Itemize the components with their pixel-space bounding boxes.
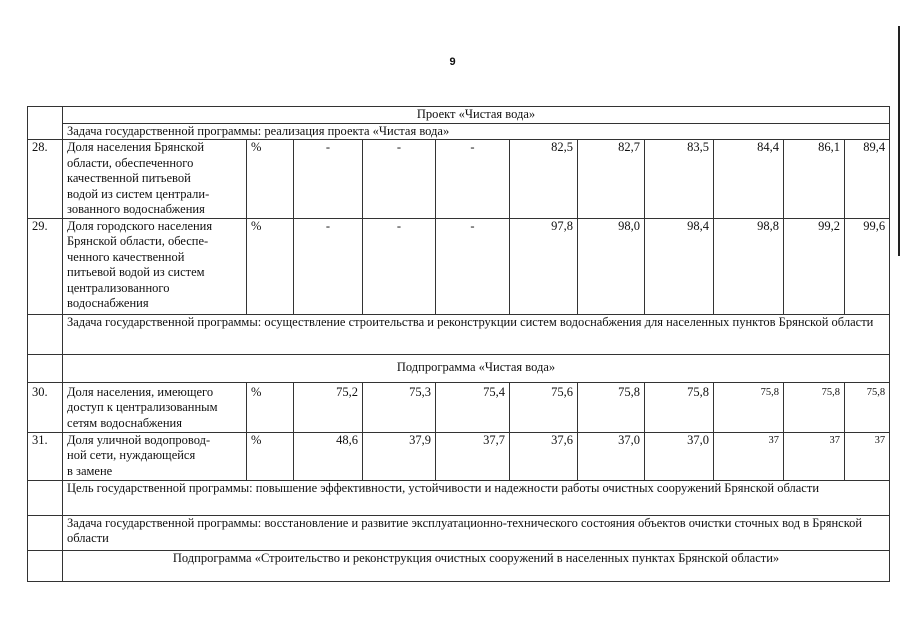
- indicator-name-line: ченного качественной: [67, 249, 185, 264]
- indicator-name: [63, 140, 247, 219]
- unit-cell: %: [247, 382, 294, 432]
- value-cell: 37,7: [436, 432, 510, 480]
- indicator-name-line: Доля уличной водопровод-: [67, 432, 211, 447]
- value-cell: 37: [845, 432, 890, 480]
- indicator-name-line: питьевой водой из систем: [67, 265, 205, 279]
- subprogram-heading: Подпрограмма «Чистая вода»: [63, 354, 890, 382]
- value-cell: 86,1: [784, 140, 845, 219]
- value-cell: 37: [714, 432, 784, 480]
- value-cell: 99,6: [845, 218, 890, 314]
- value-cell: 37,9: [363, 432, 436, 480]
- scan-edge-line: [898, 26, 900, 256]
- value-cell: 98,8: [714, 218, 784, 314]
- value-cell: 84,4: [714, 140, 784, 219]
- project-title: Проект «Чистая вода»: [63, 107, 890, 124]
- empty-number-cell: [28, 354, 63, 382]
- value-cell: 48,6: [294, 432, 363, 480]
- value-cell: 37: [784, 432, 845, 480]
- value-cell: 99,2: [784, 218, 845, 314]
- value-cell: 75,6: [510, 382, 578, 432]
- value-cell: 75,8: [714, 382, 784, 432]
- value-cell: -: [436, 218, 510, 314]
- value-cell: -: [294, 140, 363, 219]
- indicator-table: [27, 106, 890, 582]
- value-cell: 75,8: [645, 382, 714, 432]
- value-cell: 82,5: [510, 140, 578, 219]
- indicator-name-line: Брянской области, обеспе-: [67, 234, 209, 248]
- indicator-name-line: водоснабжения: [67, 296, 149, 310]
- row-number: 30.: [28, 382, 63, 432]
- subprogram-heading: Подпрограмма «Строительство и реконструкция очистных сооружений в населенных пунктах Брянской области»: [63, 550, 890, 581]
- value-cell: 98,4: [645, 218, 714, 314]
- indicator-name-line: Доля населения Брянской: [67, 140, 205, 154]
- value-cell: -: [363, 218, 436, 314]
- empty-number-cell: [28, 550, 63, 581]
- empty-number-cell: [28, 107, 63, 140]
- indicator-name-line: области, обеспеченного: [67, 155, 194, 170]
- indicator-name-line: Доля городского населения: [67, 218, 213, 233]
- empty-number-cell: [28, 480, 63, 515]
- value-cell: 75,8: [845, 382, 890, 432]
- indicator-name-line: централизованного: [67, 280, 170, 295]
- indicator-name-line: ной сети, нуждающейся: [67, 448, 196, 462]
- empty-number-cell: [28, 515, 63, 550]
- row-number: 31.: [28, 432, 63, 480]
- indicator-name-line: Доля населения, имеющего: [67, 384, 214, 399]
- value-cell: 37,6: [510, 432, 578, 480]
- value-cell: 75,4: [436, 382, 510, 432]
- indicator-name-line: качественной питьевой: [67, 171, 191, 185]
- unit-cell: %: [247, 218, 294, 314]
- indicator-name-line: сетям водоснабжения: [67, 415, 182, 430]
- unit-cell: %: [247, 432, 294, 480]
- value-cell: 97,8: [510, 218, 578, 314]
- unit-cell: %: [247, 140, 294, 219]
- indicator-name: [63, 218, 247, 314]
- value-cell: 98,0: [578, 218, 645, 314]
- indicator-name: [63, 432, 247, 480]
- task-heading: Задача государственной программы: восстановление и развитие эксплуатационно-технического состояния объектов очистки сточных вод в Брянской области: [63, 515, 890, 550]
- value-cell: 37,0: [578, 432, 645, 480]
- task-heading: Задача государственной программы: осуществление строительства и реконструкции систем водоснабжения для населенных пунктов Брянской области: [63, 314, 890, 354]
- empty-number-cell: [28, 314, 63, 354]
- indicator-name-line: водой из систем централи-: [67, 186, 210, 201]
- value-cell: 75,3: [363, 382, 436, 432]
- indicator-name-line: в замене: [67, 463, 113, 478]
- value-cell: 89,4: [845, 140, 890, 219]
- value-cell: -: [436, 140, 510, 219]
- table-row: [28, 218, 890, 314]
- indicator-name-line: доступ к централизованным: [67, 400, 218, 414]
- indicator-name-line: зованного водоснабжения: [67, 202, 205, 216]
- row-number: 29.: [28, 218, 63, 314]
- value-cell: 75,8: [784, 382, 845, 432]
- value-cell: -: [363, 140, 436, 219]
- goal-heading: Цель государственной программы: повышение эффективности, устойчивости и надежности работы очистных сооружений Брянской области: [63, 480, 890, 515]
- value-cell: -: [294, 218, 363, 314]
- table-row: [28, 382, 890, 432]
- page-number: 9: [449, 56, 456, 68]
- row-number: 28.: [28, 140, 63, 219]
- value-cell: 82,7: [578, 140, 645, 219]
- table-row: [28, 432, 890, 480]
- value-cell: 75,2: [294, 382, 363, 432]
- value-cell: 75,8: [578, 382, 645, 432]
- task-heading: Задача государственной программы: реализация проекта «Чистая вода»: [63, 123, 890, 140]
- indicator-name: [63, 382, 247, 432]
- value-cell: 37,0: [645, 432, 714, 480]
- table-row: [28, 140, 890, 219]
- value-cell: 83,5: [645, 140, 714, 219]
